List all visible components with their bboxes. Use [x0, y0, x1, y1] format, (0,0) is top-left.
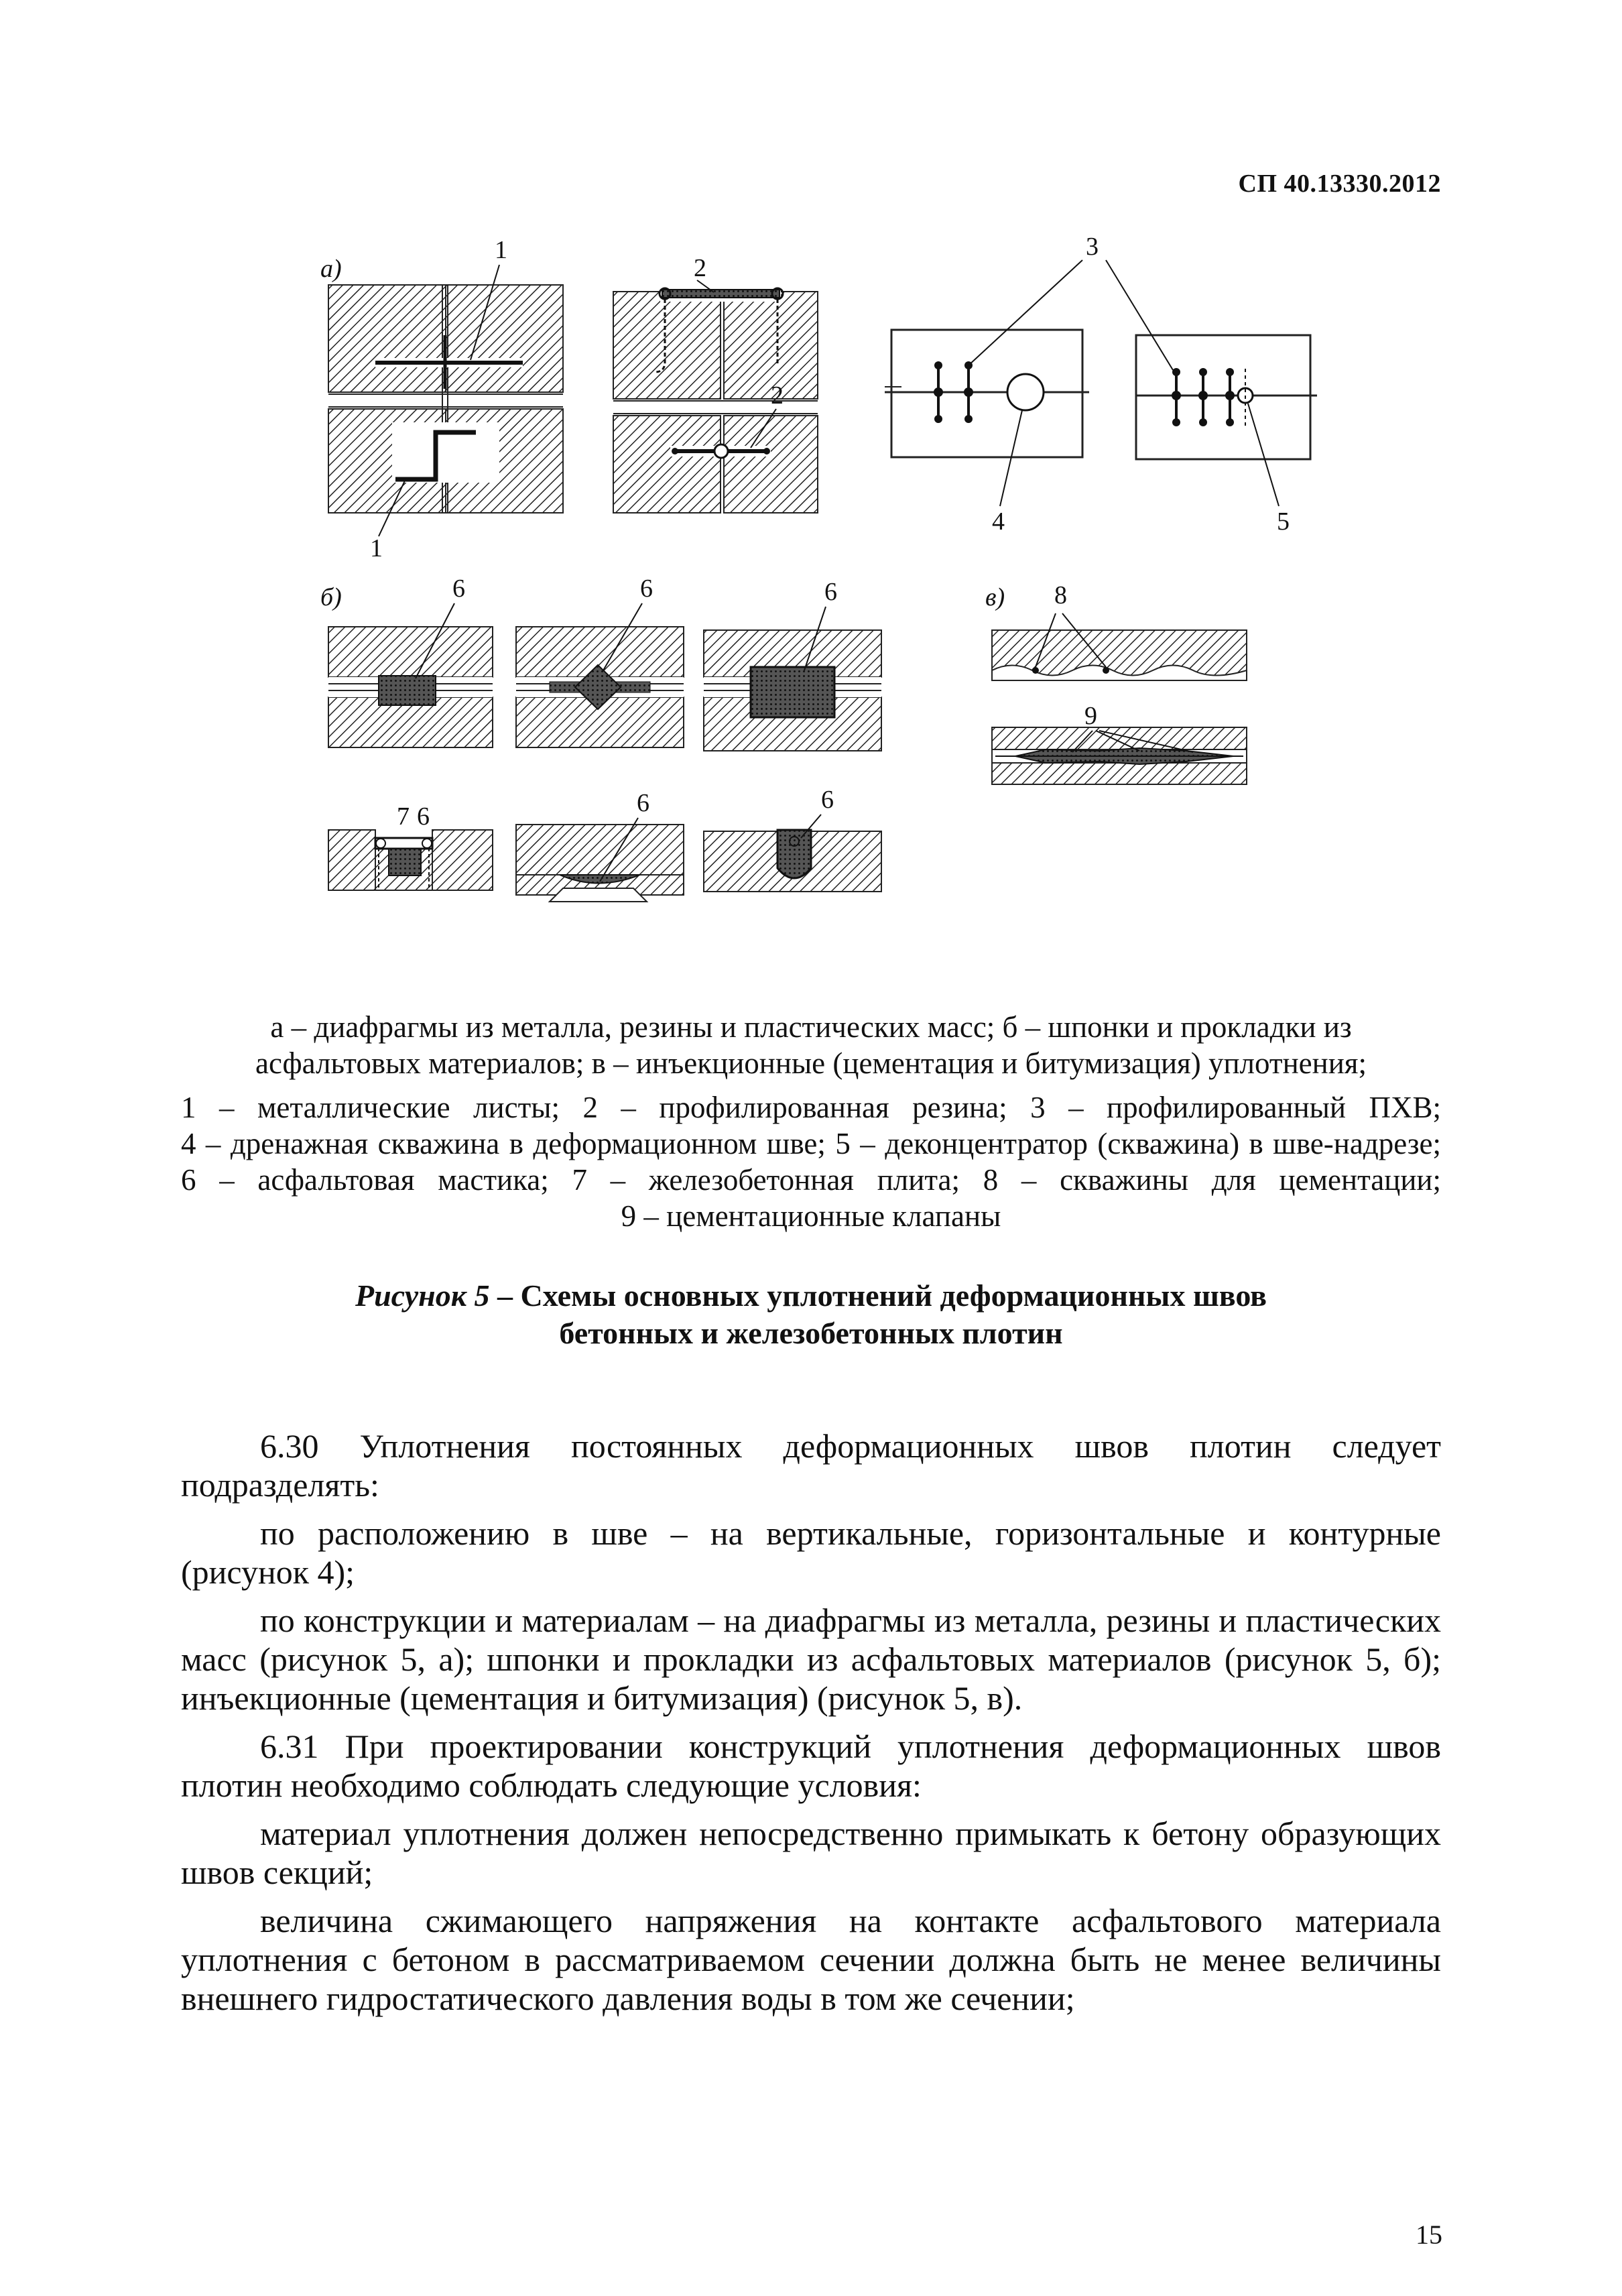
panel-b-asphalt-lens: [516, 789, 684, 902]
panel-label-b: б): [320, 583, 342, 611]
body-text: [181, 1427, 1441, 2027]
callout-2-top: 2: [694, 254, 706, 282]
figure-number: Рисунок 5: [355, 1278, 490, 1313]
legend-line-1: а – диафрагмы из металла, резины и пластических масс; б – шпонки и прокладки из: [270, 1010, 1352, 1044]
panel-b-reinforced-slab-seal: [328, 802, 493, 890]
key-line-2: 4 – дренажная скважина в деформационном шве; 5 – деконцентратор (скважина) в шве-надрезе;: [181, 1127, 1441, 1160]
key-line-1: 1 – металлические листы; 2 – профилированная резина; 3 – профилированный ПХВ;: [181, 1091, 1441, 1124]
key-line-3: 6 – асфальтовая мастика; 7 – железобетонная плита; 8 – скважины для цементации;: [181, 1163, 1441, 1197]
key-line-4: 9 – цементационные клапаны: [621, 1199, 1001, 1233]
callout-1-top: 1: [495, 236, 507, 264]
callout-5: 5: [1277, 507, 1290, 536]
callout-6-b5: 6: [637, 789, 649, 817]
callout-6-b1: 6: [452, 575, 465, 603]
figure-title-line-1: – Схемы основных уплотнений деформационных швов: [489, 1278, 1267, 1313]
document-code-header: СП 40.13330.2012: [1238, 170, 1441, 198]
panel-a-profiled-rubber-diaphragm: [613, 254, 818, 513]
figure-key: [181, 1089, 1441, 1234]
paragraph-compressive-stress: величина сжимающего напряжения на контакте асфальтового материала уплотнения с бетоном в рассматриваемом сечении должна быть не менее величины внешнего гидростатического давления воды в том же сечении;: [181, 1902, 1441, 2017]
figure-5-joint-seals-diagram: [295, 228, 1327, 959]
callout-6-b4: 6: [417, 802, 430, 831]
paragraph-6-30: 6.30 Уплотнения постоянных деформационных швов плотин следует: [260, 1427, 1441, 1465]
callout-3: 3: [1086, 233, 1099, 261]
panel-a-metal-sheet-diaphragm: [328, 236, 563, 562]
legend-line-2: асфальтовых материалов; в – инъекционные (цементация и битумизация) уплотнения;: [255, 1046, 1367, 1080]
panel-b-asphalt-key-large: [704, 578, 881, 751]
callout-1-bottom: 1: [370, 534, 383, 562]
callout-9: 9: [1084, 702, 1097, 730]
page-number: 15: [1416, 2220, 1442, 2250]
paragraph-6-31: 6.31 При проектировании конструкций уплотнения деформационных швов плотин необходимо соблюдать следующие условия:: [181, 1728, 1441, 1804]
panel-b-asphalt-key-diamond: [516, 575, 684, 747]
panel-label-a: а): [320, 255, 342, 283]
paragraph-by-location: по расположению в шве – на вертикальные, горизонтальные и контурные (рисунок 4);: [181, 1514, 1441, 1591]
callout-6-b3: 6: [824, 578, 837, 606]
callout-8: 8: [1054, 581, 1067, 609]
callout-2-mid: 2: [771, 381, 784, 410]
panel-v-cementation-valves: [992, 702, 1247, 784]
callout-6-b2: 6: [640, 575, 653, 603]
figure-title: [181, 1277, 1441, 1352]
figure-title-line-2: бетонных и железобетонных плотин: [559, 1316, 1063, 1350]
callout-6-b6: 6: [821, 786, 834, 814]
paragraph-by-construction: по конструкции и материалам – на диафрагмы из металла, резины и пластических масс (рисунок 5, а); шпонки и прокладки из асфальтовых материалов (рисунок 5, б); инъекционные (цементация и битумизация) (рисунок 5, в).: [181, 1602, 1441, 1717]
panel-v-cementation-boreholes: [992, 581, 1247, 680]
panel-label-v: в): [985, 583, 1005, 611]
callout-7: 7: [397, 802, 410, 831]
figure-legend: [181, 1009, 1441, 1081]
panel-b-asphalt-well: [704, 786, 881, 892]
paragraph-6-30-cont: подразделять:: [181, 1466, 379, 1504]
callout-4: 4: [992, 507, 1005, 536]
panel-b-asphalt-key-rect: [328, 575, 493, 747]
paragraph-seal-material: материал уплотнения должен непосредственно примыкать к бетону образующих швов секций;: [181, 1815, 1441, 1891]
